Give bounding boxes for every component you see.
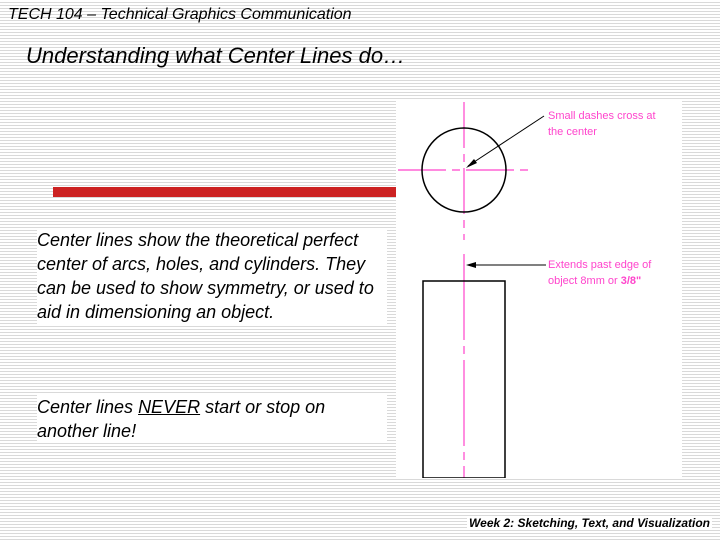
annotation-bottom-line2: object 8mm or 3/8" [548, 275, 642, 287]
annotation-top-line1: Small dashes cross at [548, 110, 656, 122]
title-accent-bar [53, 187, 398, 197]
slide-title: Understanding what Center Lines do… [26, 43, 406, 68]
leader-arrowhead-top [466, 159, 477, 168]
leader-arrowhead-bottom [466, 262, 476, 268]
center-lines-rule: Center lines NEVER start or stop on another line! [37, 395, 387, 443]
center-lines-description: Center lines show the theoretical perfect center of arcs, holes, and cylinders. They can be used to show symmetry, or used to aid in dimensioning an object. [37, 228, 387, 324]
center-line-drawing [396, 100, 682, 478]
never-emphasis: NEVER [138, 397, 201, 417]
course-header: TECH 104 – Technical Graphics Communication [8, 6, 352, 23]
annotation-bottom-line1: Extends past edge of [548, 259, 652, 271]
leader-line-top [468, 116, 544, 166]
center-line-figure [396, 100, 682, 478]
annotation-top-line2: the center [548, 126, 597, 138]
footer-week-label: Week 2: Sketching, Text, and Visualization [469, 516, 710, 530]
